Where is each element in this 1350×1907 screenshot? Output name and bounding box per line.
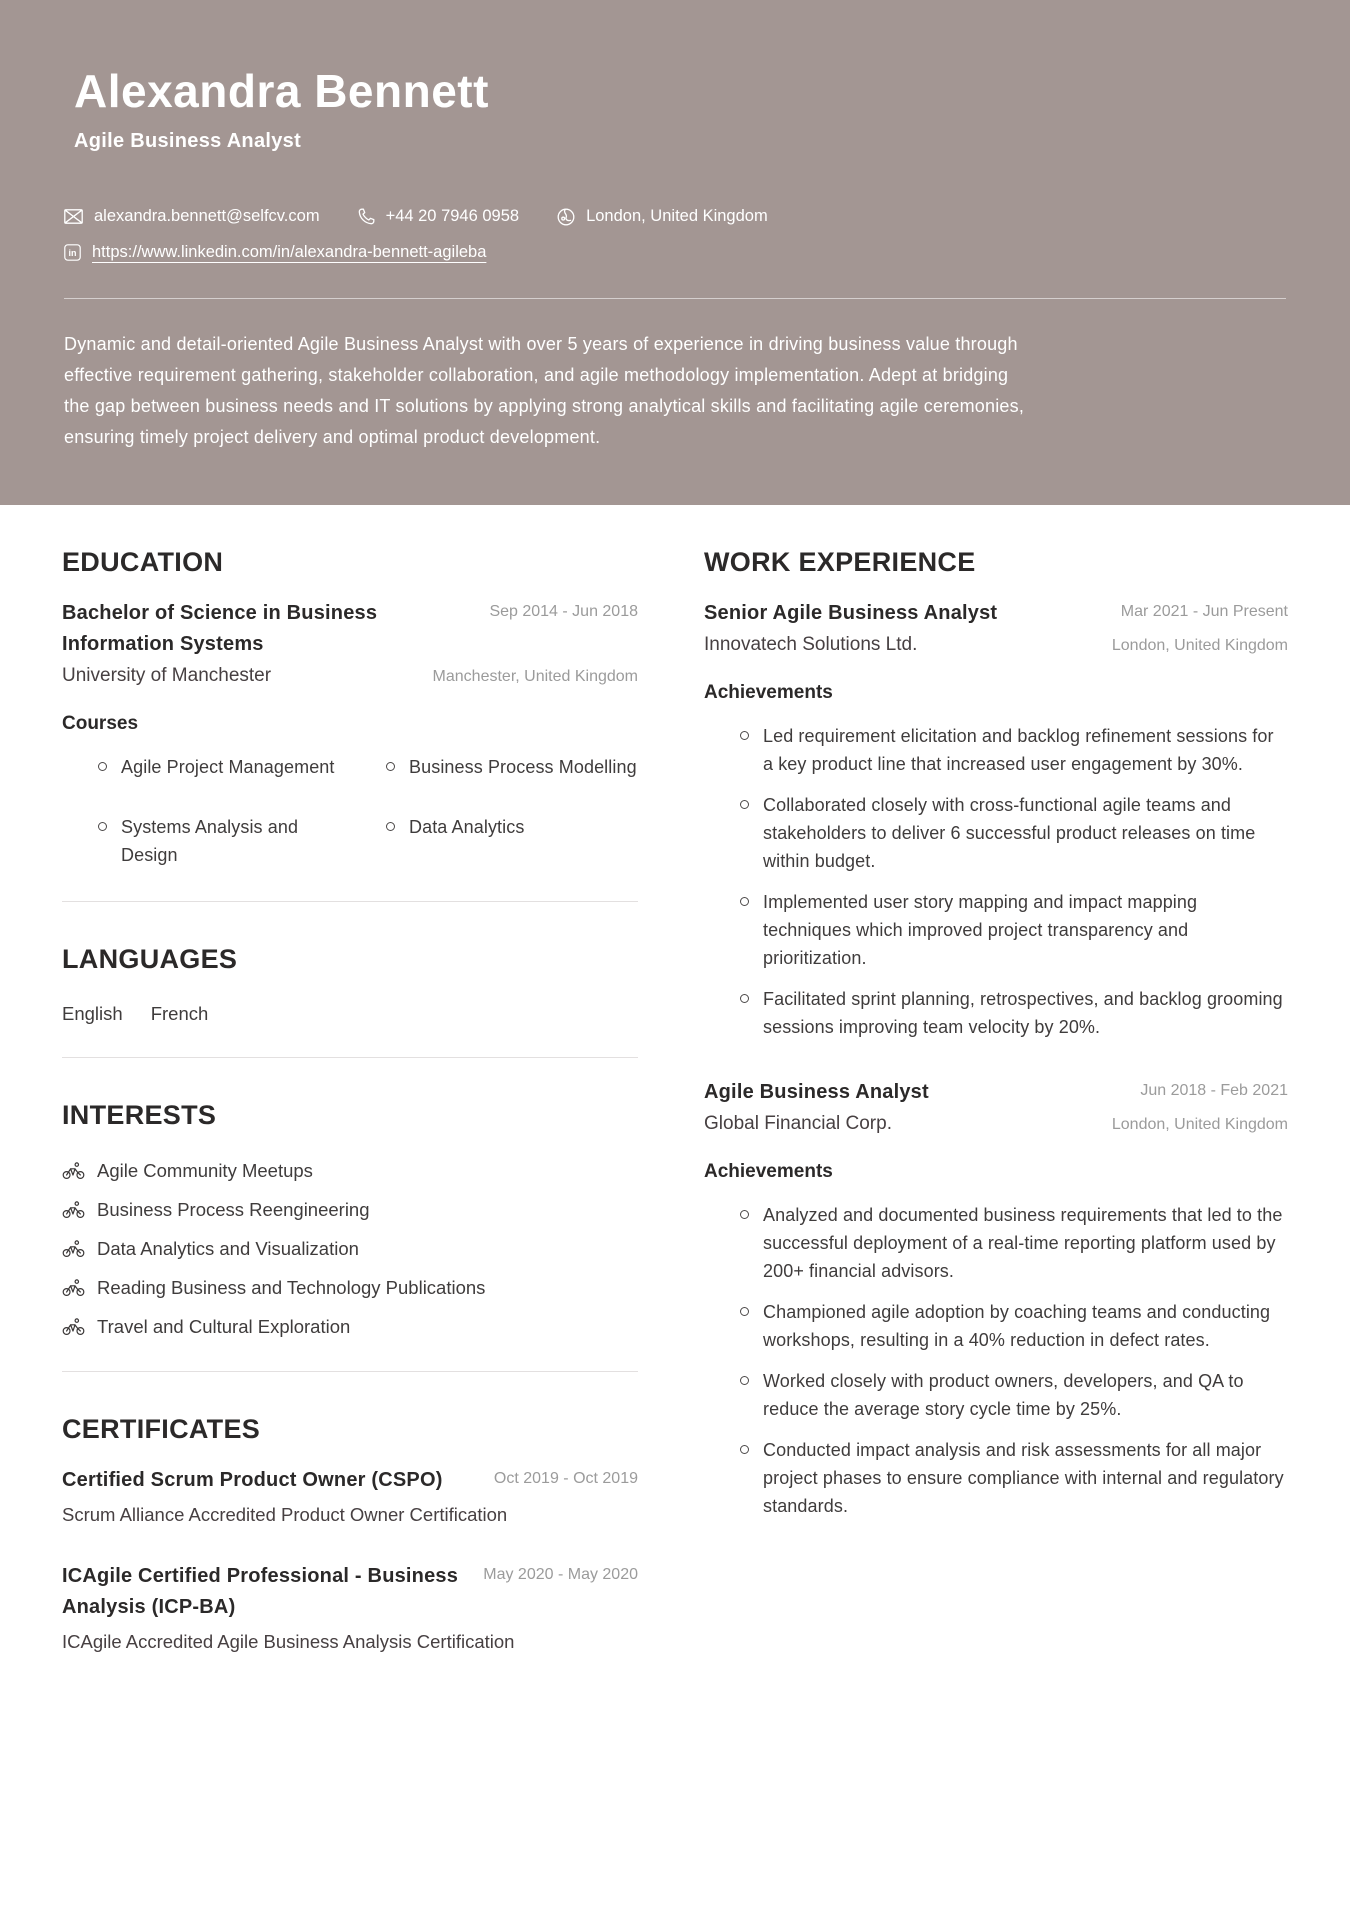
job-location: London, United Kingdom bbox=[1111, 637, 1288, 654]
email-text: alexandra.bennett@selfcv.com bbox=[94, 207, 320, 225]
section-heading-work-experience: WORK EXPERIENCE bbox=[704, 547, 976, 577]
hollow-circle-bullet-icon bbox=[740, 897, 749, 906]
education-entry bbox=[62, 598, 638, 869]
job-entry bbox=[704, 598, 1288, 1041]
profile-summary: Dynamic and detail-oriented Agile Business Analyst with over 5 years of experience in driving business value through effective requirement gathering, stakeholder collaboration, and agile methodology implementation. Adept at bridging the gap between business needs and IT solutions by applying strong analytical skills and facilitating agile ceremonies, ensuring timely project delivery and optimal product development. bbox=[64, 334, 1025, 447]
contact-linkedin bbox=[64, 243, 486, 262]
globe-icon bbox=[557, 208, 575, 226]
interests-list bbox=[62, 1159, 638, 1339]
right-column bbox=[704, 505, 1288, 1656]
cyclist-icon bbox=[62, 1318, 85, 1336]
interest-item: Travel and Cultural Exploration bbox=[62, 1315, 638, 1339]
hollow-circle-bullet-icon bbox=[740, 731, 749, 740]
contact-row-2 bbox=[64, 243, 1286, 262]
person-job-title: Agile Business Analyst bbox=[74, 130, 302, 152]
language-item: French bbox=[150, 1003, 209, 1024]
cyclist-icon bbox=[62, 1279, 85, 1297]
linkedin-icon bbox=[64, 244, 81, 261]
hollow-circle-bullet-icon bbox=[386, 822, 395, 831]
phone-icon bbox=[358, 208, 375, 225]
contact-location bbox=[557, 207, 768, 226]
interest-item: Business Process Reengineering bbox=[62, 1198, 638, 1222]
list-item: Conducted impact analysis and risk assessments for all major project phases to ensure compliance with internal and regulatory standards. bbox=[740, 1436, 1288, 1520]
company-name: Global Financial Corp. bbox=[704, 1113, 892, 1134]
degree-title: Bachelor of Science in Business Information Systems bbox=[62, 602, 378, 655]
certificate-title: Certified Scrum Product Owner (CSPO) bbox=[62, 1469, 443, 1491]
certificate-description: ICAgile Accredited Agile Business Analysis Certification bbox=[62, 1631, 515, 1652]
courses-label: Courses bbox=[62, 713, 139, 734]
achievements-list bbox=[704, 722, 1288, 1041]
section-heading-certificates: CERTIFICATES bbox=[62, 1414, 261, 1444]
interest-item: Reading Business and Technology Publications bbox=[62, 1276, 638, 1300]
job-location: London, United Kingdom bbox=[1111, 1116, 1288, 1133]
education-dates: Sep 2014 - Jun 2018 bbox=[489, 603, 638, 620]
location-text: London, United Kingdom bbox=[586, 207, 768, 225]
hollow-circle-bullet-icon bbox=[740, 1376, 749, 1385]
section-heading-education: EDUCATION bbox=[62, 547, 224, 577]
resume-body bbox=[0, 505, 1350, 1656]
section-divider bbox=[62, 901, 638, 902]
achievements-label: Achievements bbox=[704, 1161, 833, 1182]
list-item: Business Process Modelling bbox=[386, 753, 638, 781]
hollow-circle-bullet-icon bbox=[98, 762, 107, 771]
achievements-label: Achievements bbox=[704, 682, 833, 703]
section-heading-languages: LANGUAGES bbox=[62, 944, 238, 974]
education-location: Manchester, United Kingdom bbox=[432, 668, 638, 685]
list-item: Championed agile adoption by coaching teams and conducting workshops, resulting in a 40% reduction in defect rates. bbox=[740, 1298, 1288, 1354]
contact-phone bbox=[358, 207, 520, 226]
certificate-dates: Oct 2019 - Oct 2019 bbox=[493, 1470, 638, 1487]
phone-text: +44 20 7946 0958 bbox=[385, 207, 520, 225]
hollow-circle-bullet-icon bbox=[386, 762, 395, 771]
contact-email bbox=[64, 207, 320, 226]
contact-row-1 bbox=[64, 207, 1286, 226]
list-item: Facilitated sprint planning, retrospectives, and backlog grooming sessions improving team velocity by 20%. bbox=[740, 985, 1288, 1041]
envelope-icon bbox=[64, 209, 83, 224]
section-divider bbox=[62, 1057, 638, 1058]
certificate-title: ICAgile Certified Professional - Business Analysis (ICP-BA) bbox=[62, 1565, 459, 1618]
courses-list bbox=[62, 753, 638, 869]
list-item: Systems Analysis and Design bbox=[98, 813, 350, 869]
resume-header bbox=[0, 0, 1350, 505]
cyclist-icon bbox=[62, 1201, 85, 1219]
language-item: English bbox=[62, 1003, 123, 1024]
list-item: Led requirement elicitation and backlog refinement sessions for a key product line that increased user engagement by 30%. bbox=[740, 722, 1288, 778]
job-title: Agile Business Analyst bbox=[704, 1081, 929, 1103]
certificate-entry bbox=[62, 1561, 638, 1656]
achievements-list bbox=[704, 1201, 1288, 1520]
company-name: Innovatech Solutions Ltd. bbox=[704, 634, 918, 655]
hollow-circle-bullet-icon bbox=[740, 1307, 749, 1316]
hollow-circle-bullet-icon bbox=[740, 994, 749, 1003]
person-name: Alexandra Bennett bbox=[74, 65, 489, 117]
section-heading-interests: INTERESTS bbox=[62, 1100, 217, 1130]
job-title: Senior Agile Business Analyst bbox=[704, 602, 998, 624]
job-entry bbox=[704, 1077, 1288, 1520]
svg-text:in: in bbox=[68, 248, 77, 258]
certificate-description: Scrum Alliance Accredited Product Owner Certification bbox=[62, 1504, 508, 1525]
certificate-entry bbox=[62, 1465, 638, 1529]
job-dates: Mar 2021 - Jun Present bbox=[1120, 603, 1288, 620]
interest-item: Agile Community Meetups bbox=[62, 1159, 638, 1183]
certificate-dates: May 2020 - May 2020 bbox=[483, 1566, 638, 1583]
list-item: Agile Project Management bbox=[98, 753, 350, 781]
cyclist-icon bbox=[62, 1240, 85, 1258]
hollow-circle-bullet-icon bbox=[740, 1445, 749, 1454]
interest-item: Data Analytics and Visualization bbox=[62, 1237, 638, 1261]
hollow-circle-bullet-icon bbox=[740, 1210, 749, 1219]
hollow-circle-bullet-icon bbox=[740, 800, 749, 809]
cyclist-icon bbox=[62, 1162, 85, 1180]
hollow-circle-bullet-icon bbox=[98, 822, 107, 831]
header-divider bbox=[64, 298, 1286, 299]
list-item: Worked closely with product owners, developers, and QA to reduce the average story cycle time by 25%. bbox=[740, 1367, 1288, 1423]
list-item: Data Analytics bbox=[386, 813, 638, 869]
institution-name: University of Manchester bbox=[62, 665, 272, 686]
job-dates: Jun 2018 - Feb 2021 bbox=[1140, 1082, 1288, 1099]
list-item: Collaborated closely with cross-functional agile teams and stakeholders to deliver 6 successful product releases on time within budget. bbox=[740, 791, 1288, 875]
section-divider bbox=[62, 1371, 638, 1372]
left-column bbox=[62, 505, 638, 1656]
list-item: Implemented user story mapping and impact mapping techniques which improved project transparency and prioritization. bbox=[740, 888, 1288, 972]
linkedin-link[interactable]: https://www.linkedin.com/in/alexandra-bennett-agileba bbox=[92, 243, 487, 261]
languages-list bbox=[62, 1003, 638, 1025]
list-item: Analyzed and documented business requirements that led to the successful deployment of a real-time reporting platform used by 200+ financial advisors. bbox=[740, 1201, 1288, 1285]
